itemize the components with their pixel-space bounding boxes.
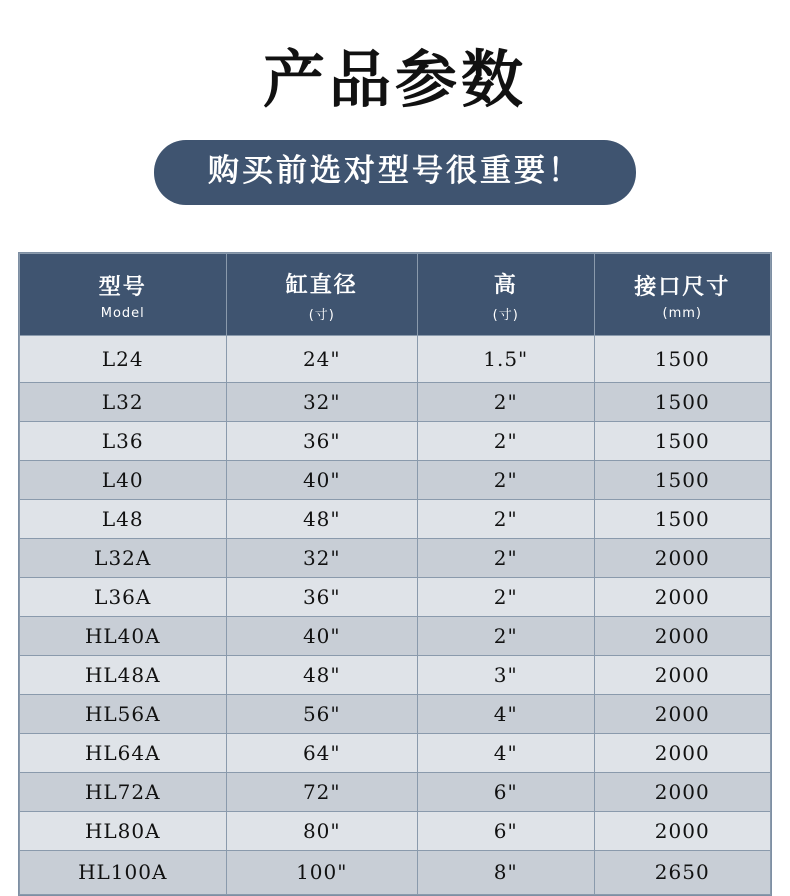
cell-model: HL100A [20, 851, 227, 895]
cell-model: HL40A [20, 617, 227, 656]
column-header-port-main: 接口尺寸 [634, 275, 731, 301]
table-header-row [20, 254, 771, 336]
cell-diameter: 40" [226, 617, 418, 656]
cell-height: 2" [418, 500, 594, 539]
cell-diameter: 32" [226, 539, 418, 578]
cell-height: 2" [418, 383, 594, 422]
cell-diameter: 80" [226, 812, 418, 851]
column-header-port-sub: (mm) [662, 306, 702, 322]
cell-diameter: 48" [226, 500, 418, 539]
subtitle-banner-wrap [0, 140, 790, 205]
cell-height: 2" [418, 422, 594, 461]
cell-port: 1500 [594, 422, 771, 461]
column-header-diameter-main: 缸直径 [285, 273, 358, 299]
cell-diameter: 32" [226, 383, 418, 422]
table-row [20, 812, 771, 851]
table-row [20, 734, 771, 773]
column-header-height-sub: (寸) [492, 308, 519, 324]
cell-model: HL56A [20, 695, 227, 734]
subtitle-banner: 购买前选对型号很重要！ [154, 140, 636, 205]
cell-height: 1.5" [418, 336, 594, 383]
spec-table-head [20, 254, 771, 336]
spec-table-wrap [18, 252, 772, 896]
cell-model: L36 [20, 422, 227, 461]
page-title: 产品参数 [262, 43, 527, 116]
cell-height: 6" [418, 773, 594, 812]
cell-port: 2000 [594, 617, 771, 656]
table-row [20, 500, 771, 539]
table-row [20, 461, 771, 500]
cell-port: 1500 [594, 383, 771, 422]
cell-diameter: 24" [226, 336, 418, 383]
table-row [20, 617, 771, 656]
cell-port: 2000 [594, 578, 771, 617]
cell-height: 3" [418, 656, 594, 695]
cell-port: 1500 [594, 461, 771, 500]
cell-model: HL64A [20, 734, 227, 773]
table-row [20, 695, 771, 734]
cell-height: 6" [418, 812, 594, 851]
column-header-model-main: 型号 [98, 275, 147, 301]
cell-port: 2000 [594, 773, 771, 812]
cell-diameter: 72" [226, 773, 418, 812]
column-header-height-main: 高 [493, 273, 518, 299]
cell-model: HL48A [20, 656, 227, 695]
cell-port: 2000 [594, 695, 771, 734]
cell-height: 2" [418, 539, 594, 578]
cell-model: L32A [20, 539, 227, 578]
cell-model: L40 [20, 461, 227, 500]
cell-model: L32 [20, 383, 227, 422]
cell-port: 2000 [594, 734, 771, 773]
cell-height: 2" [418, 617, 594, 656]
table-row [20, 656, 771, 695]
cell-model: L48 [20, 500, 227, 539]
table-row [20, 422, 771, 461]
cell-diameter: 36" [226, 578, 418, 617]
table-row [20, 851, 771, 895]
cell-port: 1500 [594, 500, 771, 539]
cell-port: 2650 [594, 851, 771, 895]
column-header-port [594, 254, 771, 336]
cell-height: 4" [418, 695, 594, 734]
column-header-diameter-sub: (寸) [308, 308, 335, 324]
table-row [20, 383, 771, 422]
spec-table-body [20, 336, 771, 895]
column-header-model-sub: Model [100, 306, 145, 322]
cell-diameter: 100" [226, 851, 418, 895]
table-row [20, 539, 771, 578]
cell-height: 2" [418, 461, 594, 500]
table-row [20, 773, 771, 812]
cell-diameter: 64" [226, 734, 418, 773]
cell-height: 8" [418, 851, 594, 895]
cell-model: HL72A [20, 773, 227, 812]
cell-port: 1500 [594, 336, 771, 383]
table-row [20, 578, 771, 617]
table-row [20, 336, 771, 383]
cell-model: L24 [20, 336, 227, 383]
cell-diameter: 48" [226, 656, 418, 695]
cell-port: 2000 [594, 539, 771, 578]
cell-height: 4" [418, 734, 594, 773]
cell-model: HL80A [20, 812, 227, 851]
spec-table [19, 253, 771, 895]
cell-diameter: 40" [226, 461, 418, 500]
cell-model: L36A [20, 578, 227, 617]
cell-diameter: 56" [226, 695, 418, 734]
cell-port: 2000 [594, 812, 771, 851]
column-header-model [20, 254, 227, 336]
cell-port: 2000 [594, 656, 771, 695]
cell-diameter: 36" [226, 422, 418, 461]
column-header-height [418, 254, 594, 336]
column-header-diameter [226, 254, 418, 336]
cell-height: 2" [418, 578, 594, 617]
